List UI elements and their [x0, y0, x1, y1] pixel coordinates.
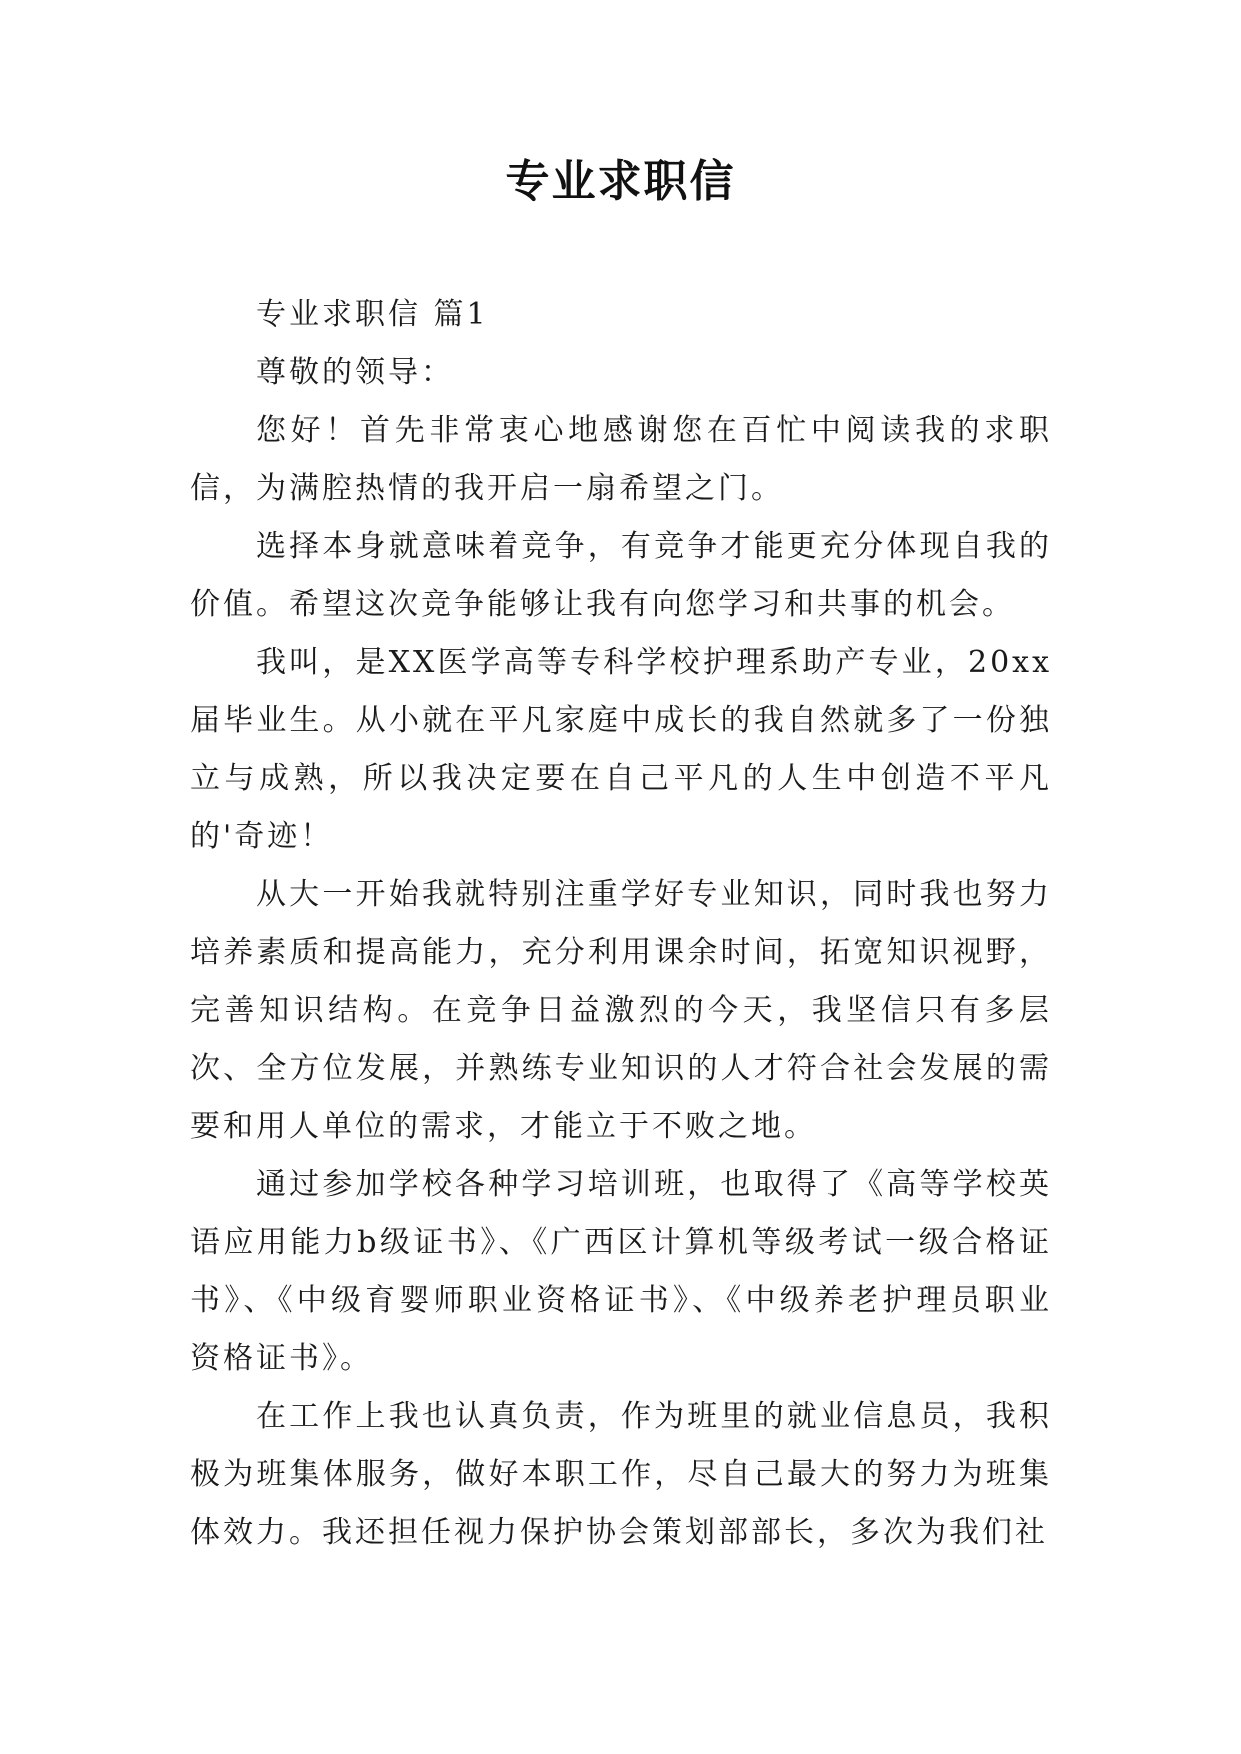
body-paragraph: 选择本身就意味着竞争，有竞争才能更充分体现自我的价值。希望这次竞争能够让我有向您学习和共事的机会。: [190, 529, 1052, 622]
salutation: 尊敬的领导：: [256, 355, 454, 390]
body-paragraph: 您好！首先非常衷心地感谢您在百忙中阅读我的求职信，为满腔热情的我开启一扇希望之门。: [190, 413, 1052, 506]
section-heading: 专业求职信 篇1: [256, 297, 489, 332]
body-paragraph: 通过参加学校各种学习培训班，也取得了《高等学校英语应用能力b级证书》、《广西区计算机等级考试一级合格证书》、《中级育婴师职业资格证书》、《中级养老护理员职业资格证书》。: [190, 1167, 1052, 1376]
body-paragraph: 从大一开始我就特别注重学好专业知识，同时我也努力培养素质和提高能力，充分利用课余时间，拓宽知识视野，完善知识结构。在竞争日益激烈的今天，我坚信只有多层次、全方位发展，并熟练专业知识的人才符合社会发展的需要和用人单位的需求，才能立于不败之地。: [190, 877, 1052, 1144]
document-body: [190, 286, 1052, 1562]
body-paragraph: 我叫，是XX医学高等专科学校护理系助产专业，20xx届毕业生。从小就在平凡家庭中成长的我自然就多了一份独立与成熟，所以我决定要在自己平凡的人生中创造不平凡的'奇迹！: [190, 645, 1052, 854]
body-paragraph: 在工作上我也认真负责，作为班里的就业信息员，我积极为班集体服务，做好本职工作，尽自己最大的努力为班集体效力。我还担任视力保护协会策划部部长，多次为我们社: [190, 1399, 1052, 1550]
document-title: 专业求职信: [505, 156, 736, 207]
